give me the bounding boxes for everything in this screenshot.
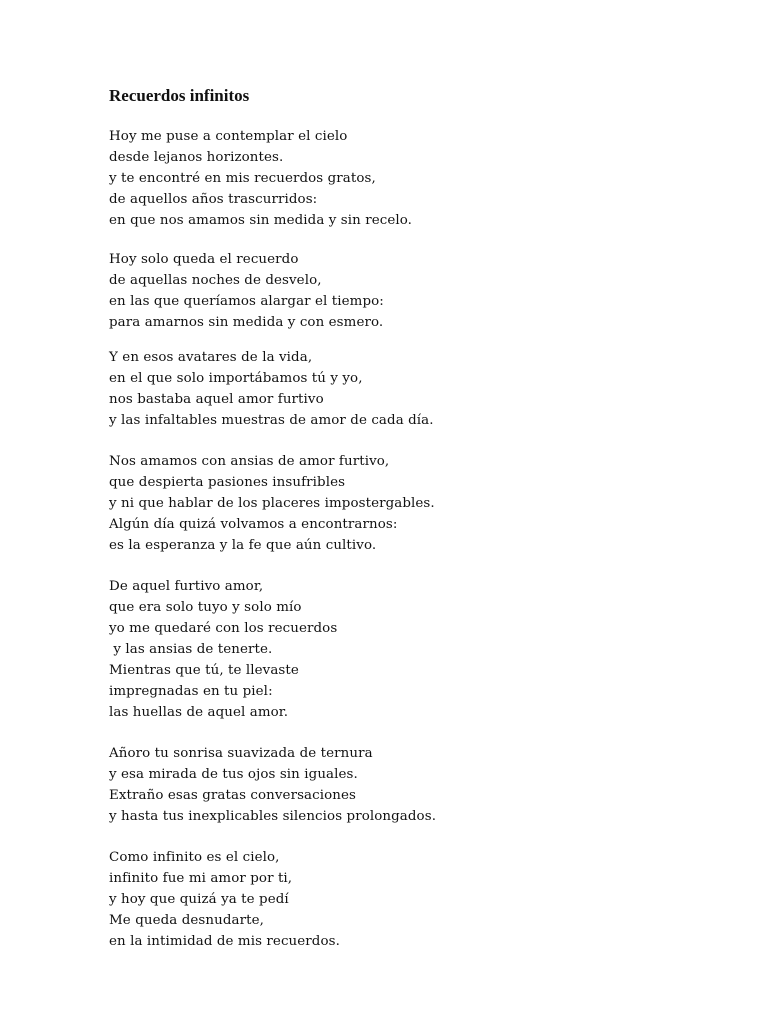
stanza xyxy=(109,249,709,333)
poem-line: en la intimidad de mis recuerdos. xyxy=(109,934,340,949)
poem-line: De aquel furtivo amor, xyxy=(109,579,264,594)
poem-line: que era solo tuyo y solo mío xyxy=(109,600,302,615)
poem-line: en el que solo importábamos tú y yo, xyxy=(109,371,363,386)
poem-line: y ni que hablar de los placeres impostergables. xyxy=(109,496,435,511)
poem xyxy=(109,86,709,952)
poem-line: Hoy me puse a contemplar el cielo xyxy=(109,129,348,144)
stanza xyxy=(109,126,709,231)
poem-line: y hoy que quizá ya te pedí xyxy=(109,892,289,907)
stanza xyxy=(109,847,709,952)
poem-line: es la esperanza y la fe que aún cultivo. xyxy=(109,538,377,553)
poem-line: infinito fue mi amor por ti, xyxy=(109,871,293,886)
poem-line: de aquellas noches de desvelo, xyxy=(109,273,322,288)
poem-line: Mientras que tú, te llevaste xyxy=(109,663,299,678)
stanza xyxy=(109,451,709,556)
poem-line: y las ansias de tenerte. xyxy=(109,642,273,657)
poem-line: y te encontré en mis recuerdos gratos, xyxy=(109,171,376,186)
poem-line: Hoy solo queda el recuerdo xyxy=(109,252,299,267)
poem-line: Algún día quizá volvamos a encontrarnos: xyxy=(109,517,398,532)
poem-line: y esa mirada de tus ojos sin iguales. xyxy=(109,767,358,782)
poem-line: Extraño esas gratas conversaciones xyxy=(109,788,356,803)
poem-line: que despierta pasiones insufribles xyxy=(109,475,346,490)
poem-line: Añoro tu sonrisa suavizada de ternura xyxy=(109,746,373,761)
poem-line: en que nos amamos sin medida y sin recelo. xyxy=(109,213,413,228)
stanza xyxy=(109,743,709,827)
poem-line: Me queda desnudarte, xyxy=(109,913,264,928)
poem-title: Recuerdos infinitos xyxy=(109,86,250,105)
poem-line: para amarnos sin medida y con esmero. xyxy=(109,315,384,330)
poem-line: Como infinito es el cielo, xyxy=(109,850,280,865)
poem-line: impregnadas en tu piel: xyxy=(109,684,273,699)
poem-body xyxy=(109,126,709,952)
poem-line: las huellas de aquel amor. xyxy=(109,705,289,720)
poem-line: de aquellos años trascurridos: xyxy=(109,192,318,207)
stanza xyxy=(109,576,709,723)
poem-line: Y en esos avatares de la vida, xyxy=(109,350,313,365)
poem-line: desde lejanos horizontes. xyxy=(109,150,284,165)
poem-line: en las que queríamos alargar el tiempo: xyxy=(109,294,384,309)
poem-line: y las infaltables muestras de amor de cada día. xyxy=(109,413,434,428)
poem-line: y hasta tus inexplicables silencios prolongados. xyxy=(109,809,437,824)
stanza xyxy=(109,347,709,431)
poem-line: yo me quedaré con los recuerdos xyxy=(109,621,338,636)
poem-line: nos bastaba aquel amor furtivo xyxy=(109,392,324,407)
poem-line: Nos amamos con ansias de amor furtivo, xyxy=(109,454,390,469)
